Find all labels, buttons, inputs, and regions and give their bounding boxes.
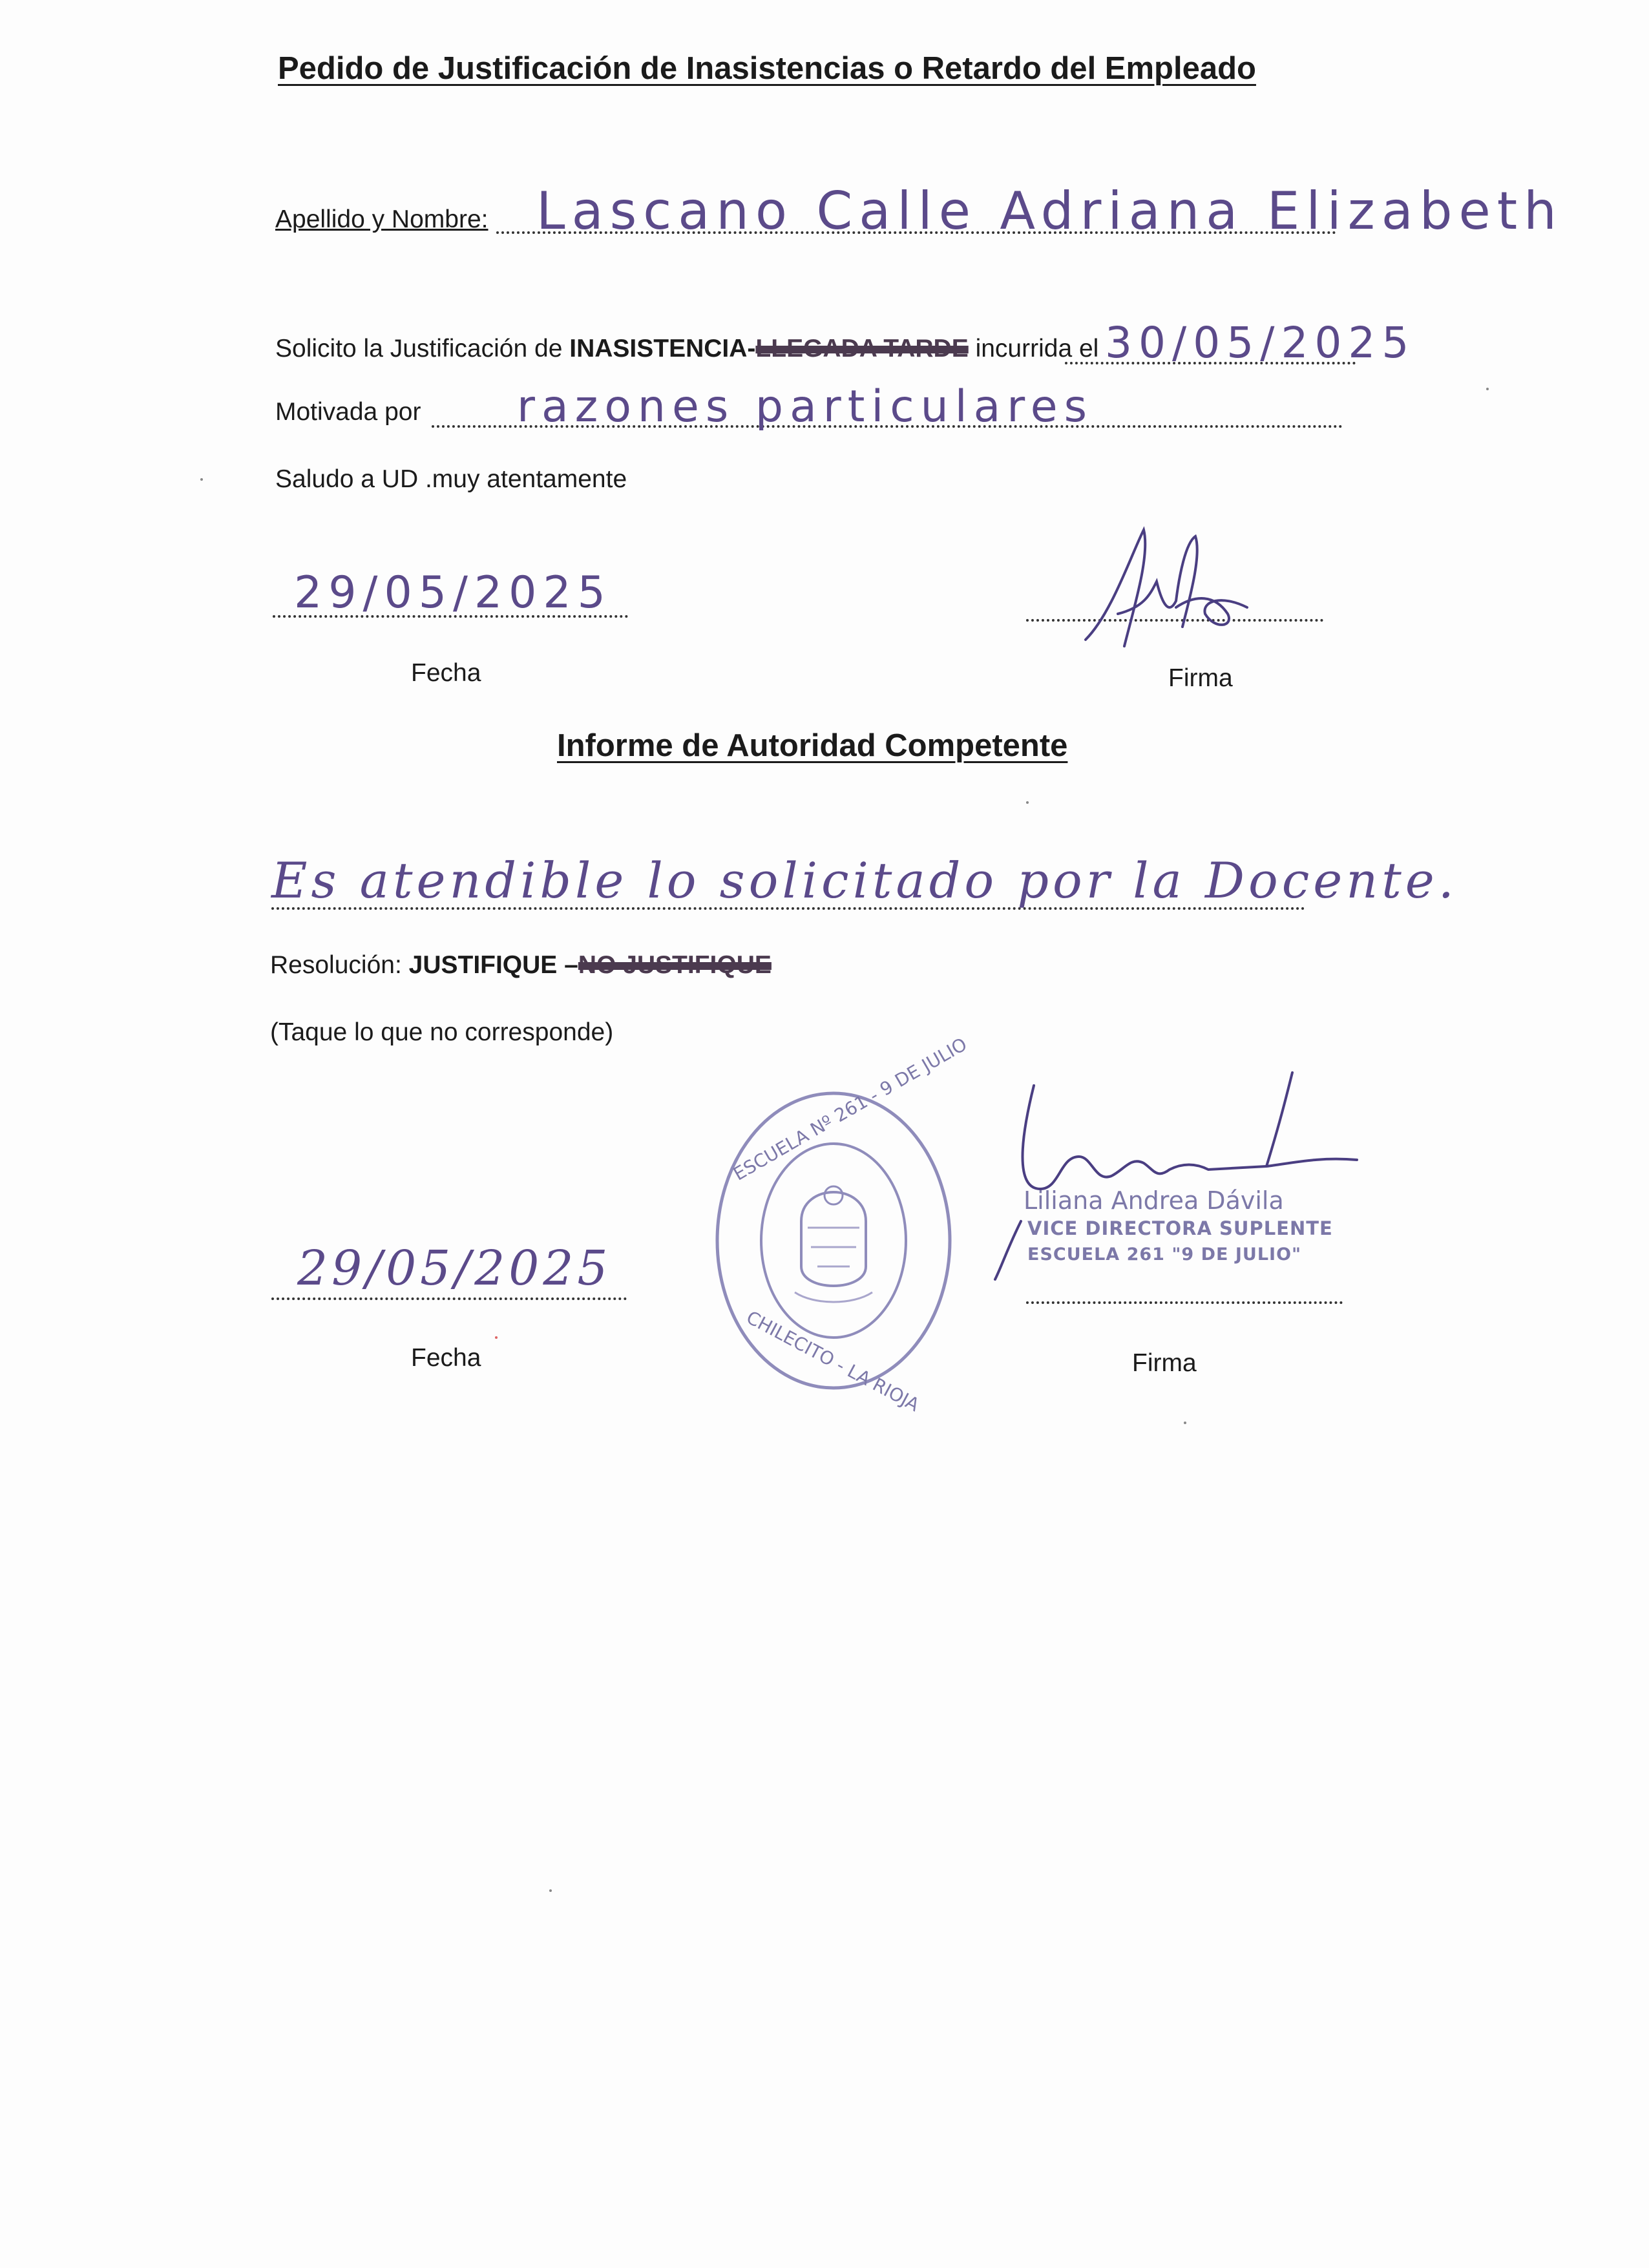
form-title: Pedido de Justificación de Inasistencias o Retardo del Empleado — [278, 51, 1256, 86]
authority-date-handwritten: 29/05/2025 — [297, 1241, 612, 1296]
resolution-line: Resolución: JUSTIFIQUE –NO JUSTIFIQUE — [270, 951, 772, 979]
request-option-llegada-tarde: LLEGADA TARDE — [755, 335, 969, 362]
scan-speck — [495, 1336, 498, 1339]
authority-signature-label: Firma — [1132, 1349, 1197, 1377]
scan-speck — [200, 478, 203, 481]
name-label: Apellido y Nombre: — [275, 205, 488, 233]
reason-handwritten-value: razones particulares — [517, 381, 1094, 432]
request-date-handwritten: 29/05/2025 — [294, 567, 612, 618]
scan-speck — [1184, 1422, 1186, 1424]
authority-date-dotted-line — [271, 1297, 627, 1300]
signer-school: ESCUELA 261 "9 DE JULIO" — [1027, 1244, 1302, 1265]
request-line: Solicito la Justificación de INASISTENCIA-LLEGADA TARDE incurrida el — [275, 335, 1099, 362]
resolution-no-justifique: NO JUSTIFIQUE — [578, 951, 772, 979]
reason-label: Motivada por — [275, 398, 421, 426]
authority-date-label: Fecha — [411, 1344, 481, 1372]
signer-role: VICE DIRECTORA SUPLENTE — [1027, 1217, 1333, 1239]
name-handwritten-value: Lascano Calle Adriana Elizabeth — [536, 181, 1563, 241]
closing-text: Saludo a UD .muy atentamente — [275, 465, 627, 493]
report-handwritten-value: Es atendible lo solicitado por la Docente. — [271, 852, 1458, 909]
employee-signature-icon — [1073, 517, 1260, 666]
scan-speck — [549, 1889, 552, 1892]
authority-signature-dotted-line — [1026, 1301, 1343, 1304]
instruction-note: (Taque lo que no corresponde) — [270, 1018, 614, 1046]
scan-speck — [1486, 388, 1489, 390]
signature-label: Firma — [1168, 664, 1233, 692]
seal-text-top: ESCUELA Nº 261 - 9 DE JULIO — [730, 1033, 971, 1185]
signer-name: Liliana Andrea Dávila — [1024, 1186, 1284, 1215]
request-option-inasistencia: INASISTENCIA- — [569, 335, 756, 362]
scan-speck — [1026, 801, 1029, 804]
resolution-justifique: JUSTIFIQUE — [408, 951, 558, 979]
authority-title: Informe de Autoridad Competente — [557, 728, 1068, 763]
seal-text-bottom: CHILECITO - LA RIOJA — [742, 1306, 923, 1416]
date-label: Fecha — [411, 659, 481, 687]
incurred-date-handwritten: 30/05/2025 — [1105, 318, 1416, 368]
